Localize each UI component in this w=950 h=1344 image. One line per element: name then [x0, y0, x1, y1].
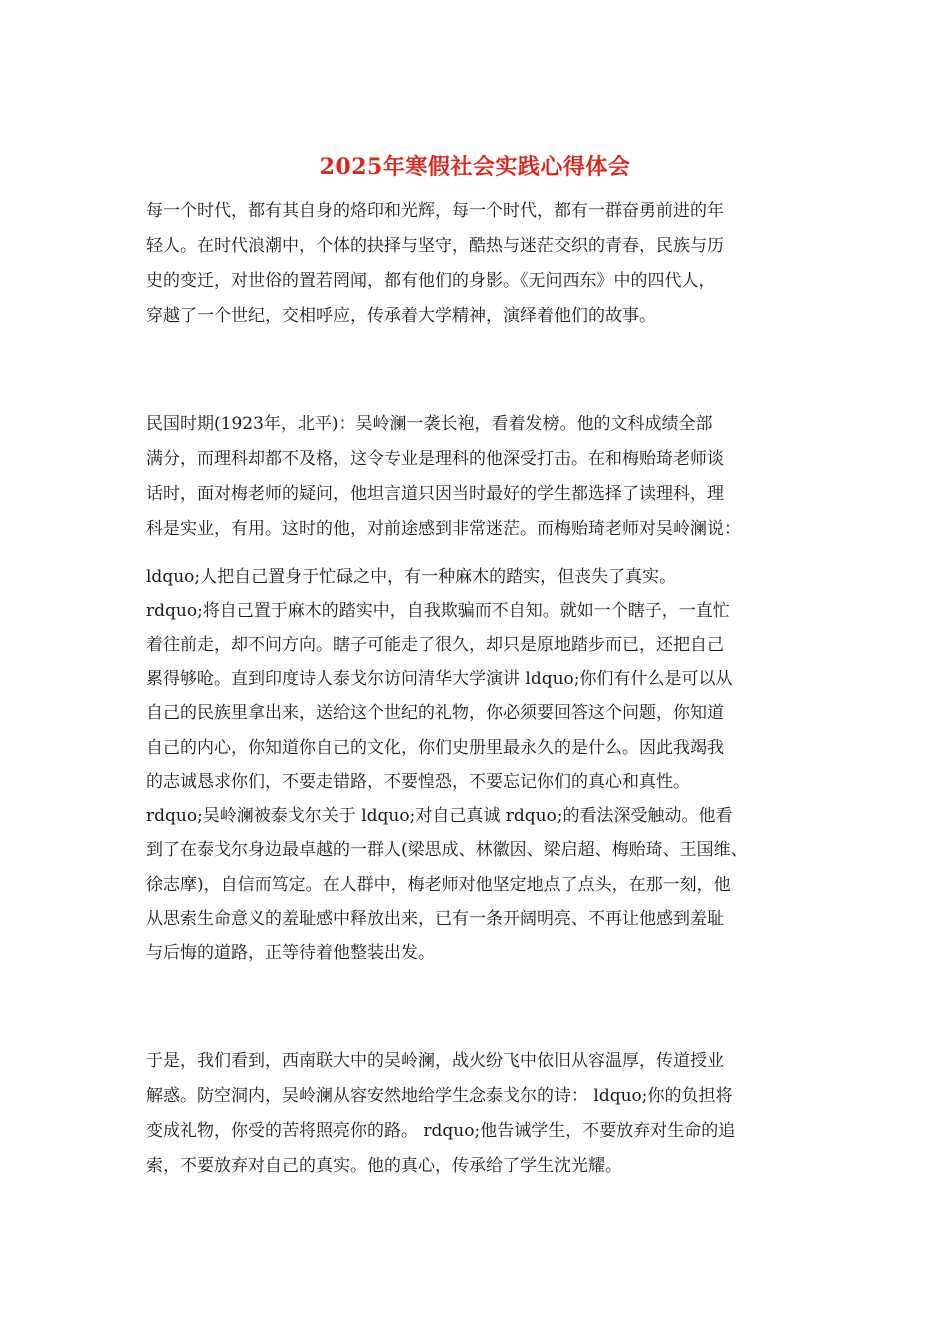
- page-title: 2025年寒假社会实践心得体会: [319, 154, 631, 180]
- text-line: 与后悔的道路，正等待着他整装出发。: [146, 943, 435, 963]
- text-line: 于是，我们看到，西南联大中的吴岭澜，战火纷飞中依旧从容温厚，传道授业: [146, 1051, 724, 1071]
- text-line: 自己的民族里拿出来，送给这个世纪的礼物，你必须要回答这个问题，你知道: [146, 703, 724, 723]
- text-line: 话时，面对梅老师的疑问，他坦言道只因当时最好的学生都选择了读理科，理: [146, 484, 724, 504]
- text-line: 到了在泰戈尔身边最卓越的一群人(梁思成、林徽因、梁启超、梅贻琦、王国维、: [146, 840, 748, 860]
- text-line: 穿越了一个世纪，交相呼应，传承着大学精神，演绎着他们的故事。: [146, 306, 656, 326]
- text-line: 索，不要放弃对自己的真实。他的真心，传承给了学生沈光耀。: [146, 1156, 622, 1176]
- text-line: 变成礼物，你受的苦将照亮你的路。 rdquo;他告诫学生，不要放弃对生命的追: [146, 1121, 736, 1141]
- text-line: 轻人。在时代浪潮中，个体的抉择与坚守，酷热与迷茫交织的青春，民族与历: [146, 236, 724, 256]
- text-line: 科是实业，有用。这时的他，对前途感到非常迷茫。而梅贻琦老师对吴岭澜说：: [146, 519, 741, 539]
- text-line: 自己的内心，你知道你自己的文化，你们史册里最永久的是什么。因此我竭我: [146, 738, 724, 758]
- text-line: 徐志摩)，自信而笃定。在人群中，梅老师对他坚定地点了点头，在那一刻，他: [146, 875, 731, 895]
- text-line: 解惑。防空洞内，吴岭澜从容安然地给学生念泰戈尔的诗： ldquo;你的负担将: [146, 1086, 733, 1106]
- text-line: ldquo;人把自己置身于忙碌之中，有一种麻木的踏实，但丧失了真实。: [146, 567, 677, 587]
- text-line: 民国时期(1923年，北平)：吴岭澜一袭长袍，看着发榜。他的文科成绩全部: [146, 414, 713, 434]
- text-line: 的志诚恳求你们，不要走错路，不要惶恐，不要忘记你们的真心和真性。: [146, 772, 690, 792]
- text-line: 每一个时代，都有其自身的烙印和光辉，每一个时代，都有一群奋勇前进的年: [146, 201, 724, 221]
- text-line: 从思索生命意义的羞耻感中释放出来，已有一条开阔明亮、不再让他感到羞耻: [146, 909, 724, 929]
- text-line: 着往前走，却不问方向。瞎子可能走了很久，却只是原地踏步而已，还把自己: [146, 635, 724, 655]
- text-line: 满分，而理科却都不及格，这令专业是理科的他深受打击。在和梅贻琦老师谈: [146, 449, 724, 469]
- text-line: 史的变迁，对世俗的置若罔闻，都有他们的身影。《无问西东》中的四代人，: [146, 271, 716, 291]
- text-line: rdquo;吴岭澜被泰戈尔关于 ldquo;对自己真诚 rdquo;的看法深受触动。他看: [146, 806, 733, 826]
- text-line: rdquo;将自己置于麻木的踏实中，自我欺骗而不自知。就如一个瞎子，一直忙: [146, 601, 730, 621]
- text-line: 累得够呛。直到印度诗人泰戈尔访问清华大学演讲 ldquo;你们有什么是可以从: [146, 669, 733, 689]
